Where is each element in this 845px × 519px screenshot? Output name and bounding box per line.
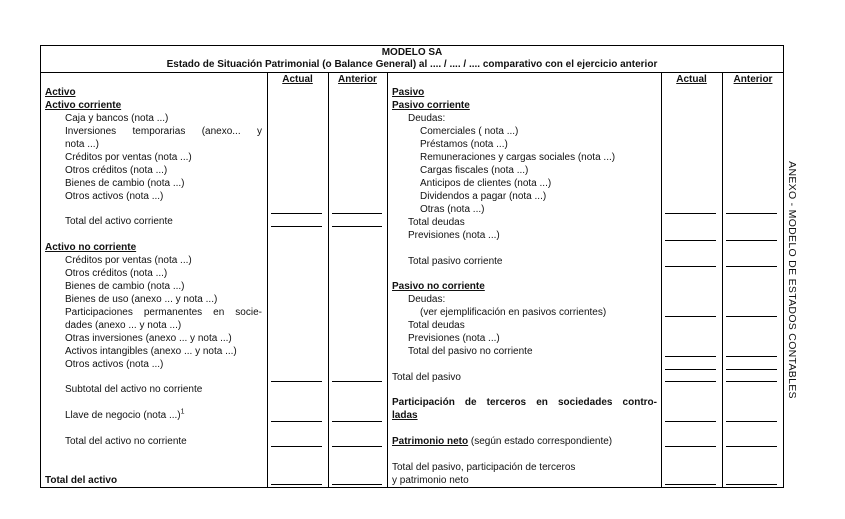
patrimonio-neto-label: Patrimonio neto	[392, 436, 469, 447]
total-line: Total del activo corriente	[65, 216, 173, 227]
amount-rule	[332, 381, 382, 382]
amount-rule	[332, 226, 382, 227]
llave-negocio-line: Llave de negocio (nota ...)$^1$	[65, 408, 185, 421]
amount-rule	[332, 213, 382, 214]
amount-rule	[332, 446, 382, 447]
amount-rule	[726, 266, 777, 267]
participacion-terceros-cont: ladas	[392, 410, 418, 421]
amount-rule	[271, 213, 322, 214]
amount-rule	[271, 226, 322, 227]
subsection-activo-no-corriente: Activo no corriente	[45, 242, 137, 253]
footnote-marker: 1	[180, 408, 185, 416]
double-rule	[332, 484, 382, 488]
line-item: Dividendos a pagar (nota ...)	[420, 191, 547, 202]
grand-total-activo: Total del activo	[45, 475, 118, 486]
line-item: Cargas fiscales (nota ...)	[420, 165, 529, 176]
line-item: Bienes de cambio (nota ...)	[65, 178, 185, 189]
amount-rule	[271, 446, 322, 447]
header-divider	[40, 72, 784, 73]
col-header-actual: Actual	[676, 74, 707, 85]
amount-rule	[665, 381, 716, 382]
line-item: (ver ejemplificación en pasivos corrientes)	[420, 307, 607, 318]
line-item: dades (anexo ... y nota ...)	[65, 320, 182, 331]
line-item: Otros créditos (nota ...)	[65, 268, 168, 279]
line-item: Previsiones (nota ...)	[408, 230, 500, 241]
amount-rule	[271, 381, 322, 382]
annex-side-label-text: ANEXO - MODELO DE ESTADOS CONTABLES	[786, 161, 798, 399]
amount-rule	[332, 421, 382, 422]
line-item: Créditos por ventas (nota ...)	[65, 152, 192, 163]
total-line: Total del pasivo no corriente	[408, 346, 533, 357]
amount-rule	[726, 446, 777, 447]
company-title: MODELO SA	[381, 47, 443, 58]
double-rule	[271, 484, 322, 488]
participacion-terceros: Participación de terceros en sociedades contro-	[392, 397, 657, 408]
line-item: Créditos por ventas (nota ...)	[65, 255, 192, 266]
amount-rule	[726, 381, 777, 382]
subtotal-line: Subtotal del activo no corriente	[65, 384, 203, 395]
amount-rule	[665, 316, 716, 317]
patrimonio-neto-note: (según estado correspondiente)	[470, 436, 613, 447]
amount-rule	[665, 369, 716, 370]
col-divider	[661, 72, 662, 488]
amount-rule	[665, 356, 716, 357]
amount-rule	[665, 213, 716, 214]
line-item: nota ...)	[65, 139, 99, 150]
col-divider	[328, 72, 329, 488]
amount-rule	[726, 369, 777, 370]
col-header-actual: Actual	[282, 74, 313, 85]
grand-total-pasivo-cont: y patrimonio neto	[392, 475, 469, 486]
amount-rule	[665, 240, 716, 241]
line-item: Otros créditos (nota ...)	[65, 165, 168, 176]
amount-rule	[271, 421, 322, 422]
amount-rule	[665, 421, 716, 422]
line-item: Anticipos de clientes (nota ...)	[420, 178, 552, 189]
statement-subtitle: Estado de Situación Patrimonial (o Balance General) al .... / .... / .... comparativo con el ejercicio anterior	[166, 59, 658, 70]
amount-rule	[726, 356, 777, 357]
section-title-pasivo: Pasivo	[392, 87, 425, 98]
line-item: Otras (nota ...)	[420, 204, 485, 215]
total-line: Total del activo no corriente	[65, 436, 187, 447]
line-item: Activos intangibles (anexo ... y nota ...)	[65, 346, 237, 357]
line-item: Bienes de cambio (nota ...)	[65, 281, 185, 292]
subsection-pasivo-no-corriente: Pasivo no corriente	[392, 281, 485, 292]
total-line: Total deudas	[408, 320, 465, 331]
amount-rule	[726, 240, 777, 241]
line-item: Otros activos (nota ...)	[65, 191, 164, 202]
grand-total-pasivo: Total del pasivo, participación de terceros	[392, 462, 576, 473]
deudas-label: Deudas:	[408, 113, 446, 124]
col-divider	[722, 72, 723, 488]
line-item: Caja y bancos (nota ...)	[65, 113, 169, 124]
col-header-anterior: Anterior	[733, 74, 773, 85]
amount-rule	[726, 213, 777, 214]
line-item: Bienes de uso (anexo ... y nota ...)	[65, 294, 218, 305]
line-item: Participaciones permanentes en socie-	[65, 307, 262, 318]
subsection-pasivo-corriente: Pasivo corriente	[392, 100, 470, 111]
patrimonio-neto-line	[392, 436, 612, 448]
total-line: Total pasivo corriente	[408, 256, 503, 267]
subsection-activo-corriente: Activo corriente	[45, 100, 122, 111]
col-header-anterior: Anterior	[338, 74, 377, 85]
amount-rule	[665, 266, 716, 267]
amount-rule	[726, 421, 777, 422]
amount-rule	[665, 446, 716, 447]
col-divider	[387, 72, 388, 488]
total-line: Total del pasivo	[392, 372, 461, 383]
line-item: Inversiones temporarias (anexo... y	[65, 126, 262, 137]
total-line: Total deudas	[408, 217, 465, 228]
line-item: Previsiones (nota ...)	[408, 333, 500, 344]
line-item: Préstamos (nota ...)	[420, 139, 508, 150]
section-title-activo: Activo	[45, 87, 76, 98]
line-item: Otras inversiones (anexo ... y nota ...)	[65, 333, 232, 344]
double-rule	[665, 484, 716, 488]
deudas-label: Deudas:	[408, 294, 446, 305]
amount-rule	[726, 316, 777, 317]
line-item: Otros activos (nota ...)	[65, 359, 164, 370]
line-item: Remuneraciones y cargas sociales (nota ...)	[420, 152, 616, 163]
line-item: Comerciales ( nota ...)	[420, 126, 519, 137]
col-divider	[267, 72, 268, 488]
double-rule	[726, 484, 777, 488]
